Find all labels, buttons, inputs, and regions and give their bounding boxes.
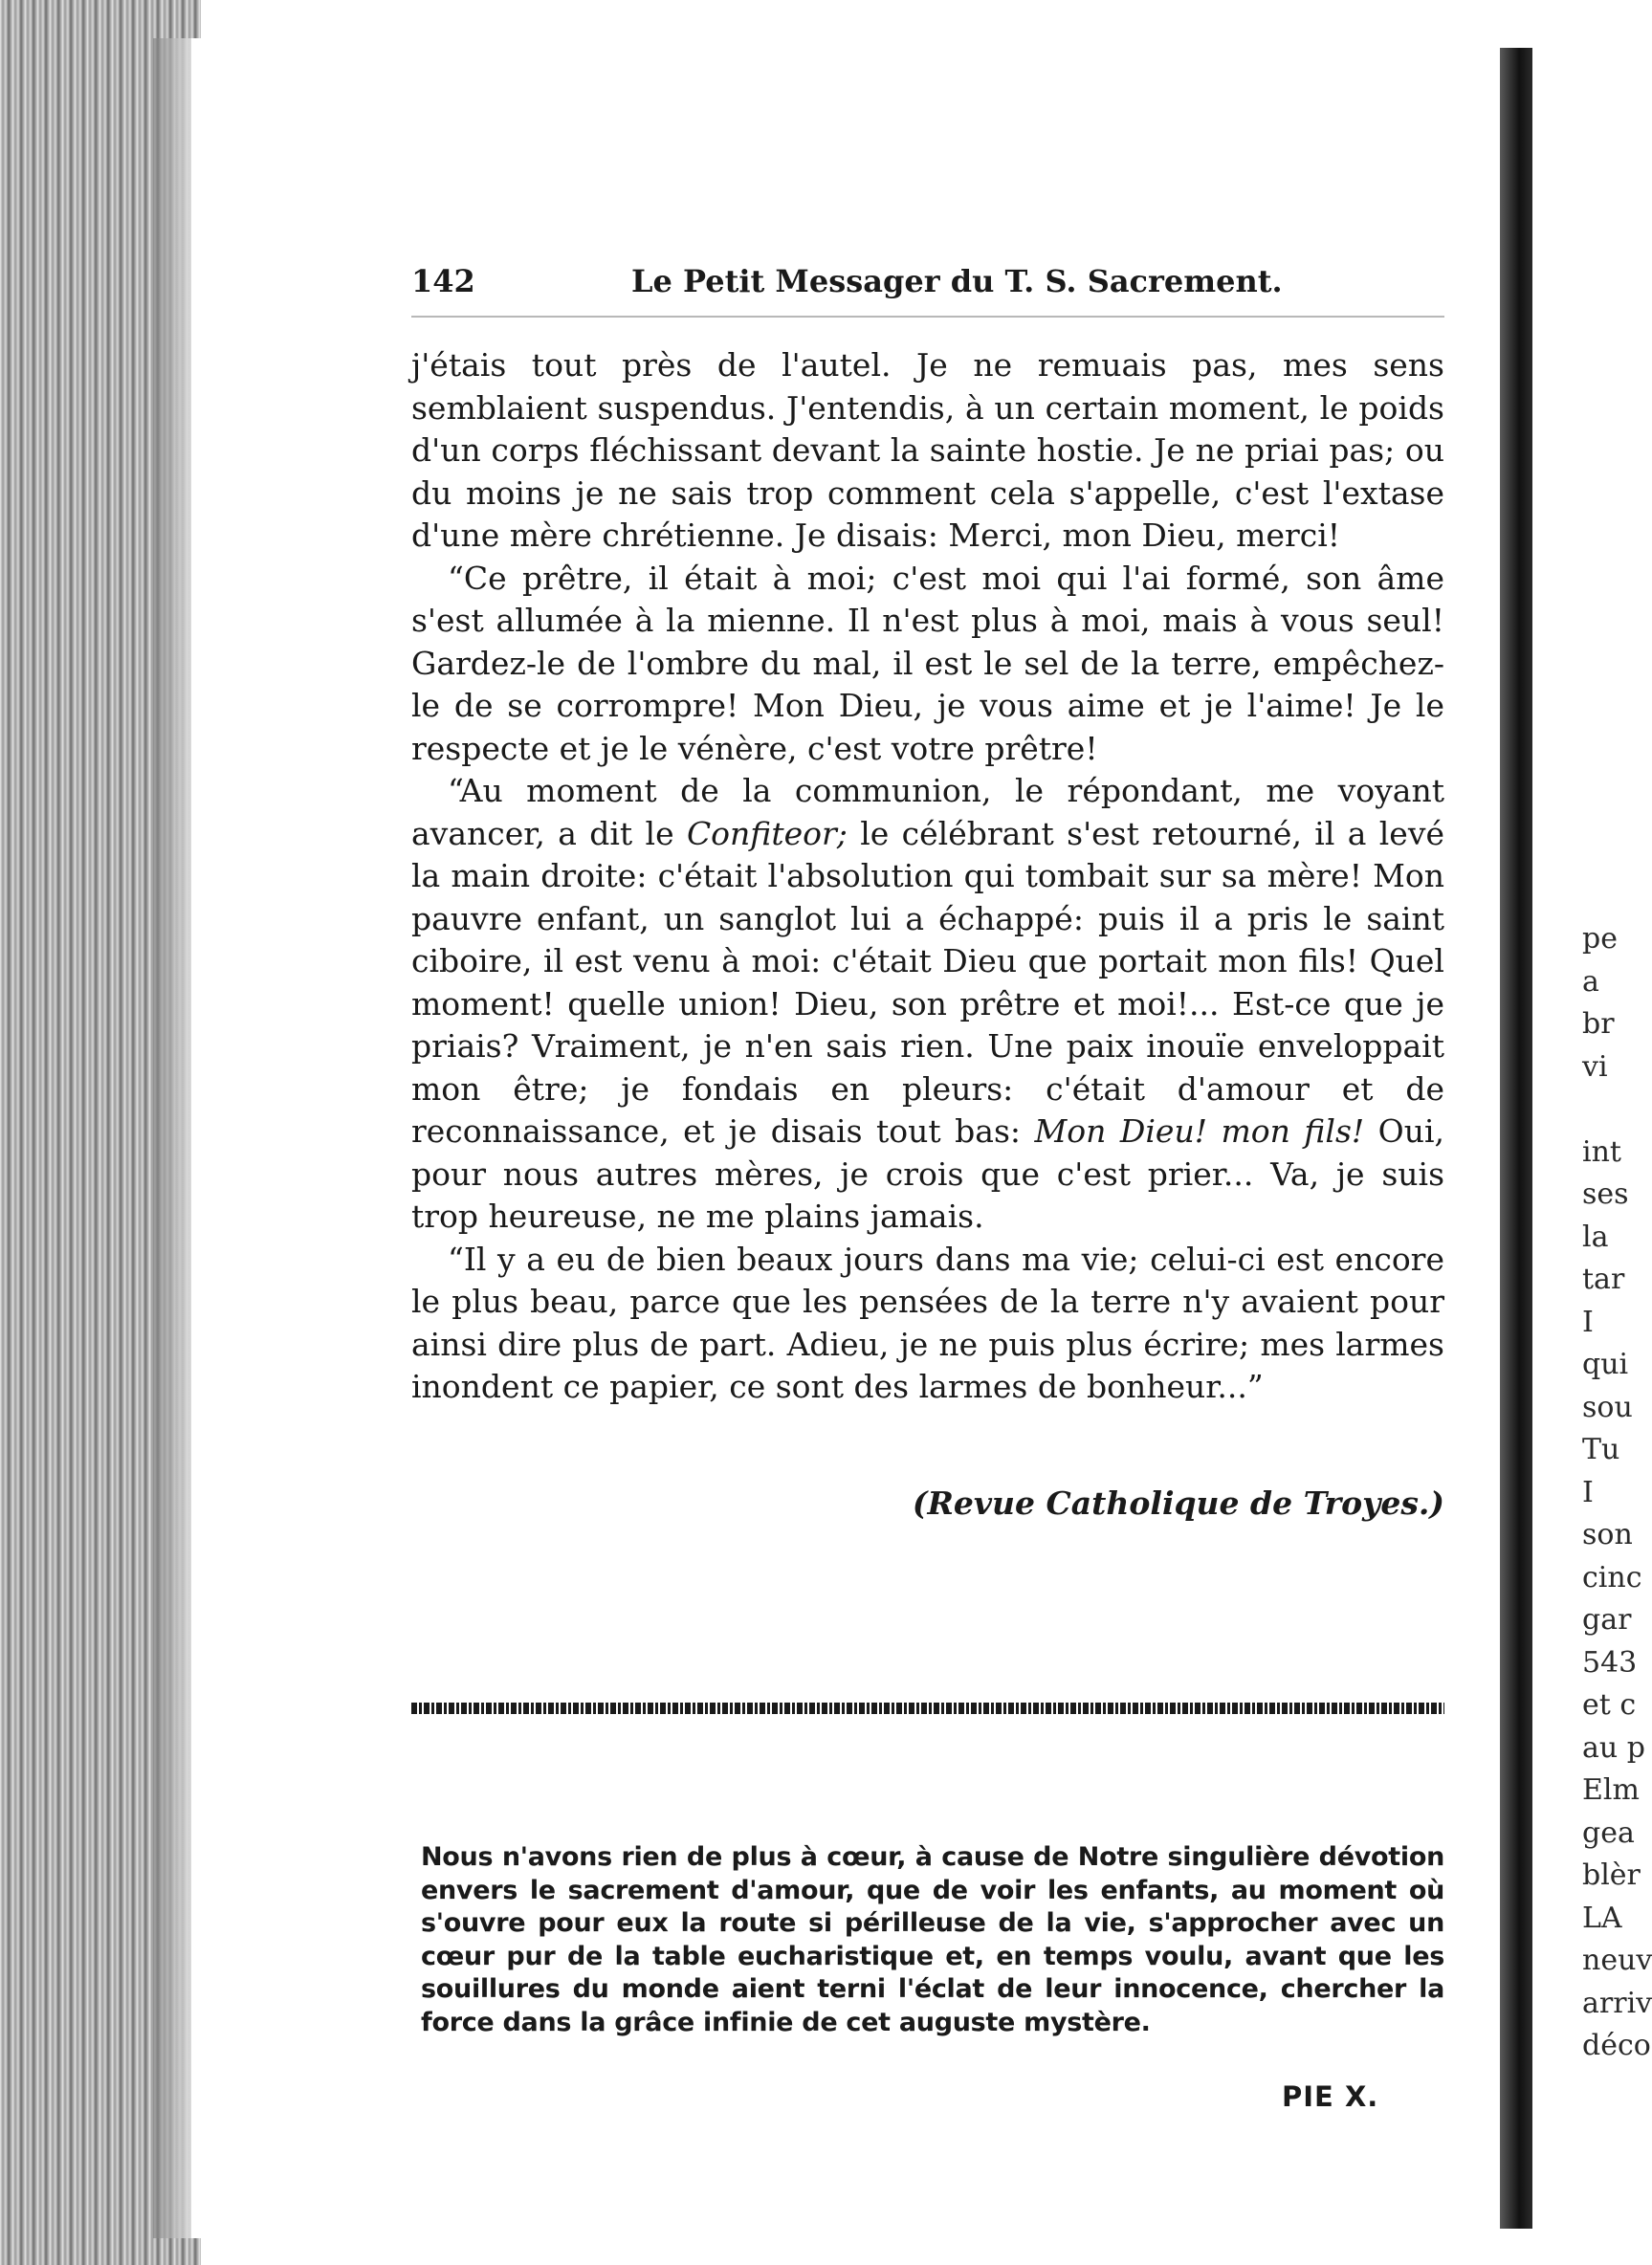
paragraph [411, 770, 1444, 1239]
header-rule [411, 316, 1444, 318]
facing-page-fragment: br [1582, 1007, 1615, 1041]
facing-page-fragment: au p [1582, 1730, 1645, 1765]
article-body [411, 344, 1444, 1409]
facing-page-fragment: 543 [1582, 1645, 1638, 1680]
page-number: 142 [411, 263, 475, 299]
facing-page-fragment: la [1582, 1220, 1609, 1254]
facing-page-fragment: pe [1582, 922, 1618, 956]
ornamental-divider [411, 1703, 1444, 1714]
source-citation: (Revue Catholique de Troyes.) [912, 1484, 1444, 1522]
quote-signature: PIE X. [1282, 2080, 1379, 2113]
italic-term: Confiteor; [686, 814, 848, 852]
page-header [411, 263, 1444, 311]
facing-page-fragment: int [1582, 1134, 1621, 1169]
facing-page-fragment: arriv [1582, 1986, 1652, 2020]
facing-page [1532, 38, 1652, 2238]
facing-page-fragment: blèr [1582, 1858, 1641, 1892]
facing-page-fragment: a [1582, 964, 1599, 999]
facing-page-fragment: I [1582, 1305, 1594, 1339]
facing-page-fragment: neuv [1582, 1944, 1652, 1977]
facing-page-fragment: ses [1582, 1177, 1629, 1211]
facing-page-fragment: I [1582, 1475, 1594, 1509]
facing-page-fragment: gea [1582, 1815, 1635, 1850]
paragraph-text: “Au moment de la communion, le répondant, me voyant avancer, a dit le [411, 772, 1444, 852]
paragraph: “Il y a eu de bien beaux jours dans ma vie; celui-ci est encore le plus beau, parce que les pensées de la terre n'y avaient pour ainsi dire plus de part. Adieu, je ne puis plus écrire; mes larmes inondent ce papier, ce sont des larmes de bonheur...” [411, 1240, 1444, 1405]
facing-page-fragment: cinc [1582, 1560, 1642, 1594]
running-title: Le Petit Messager du T. S. Sacrement. [631, 263, 1283, 299]
paragraph: “Ce prêtre, il était à moi; c'est moi qui l'ai formé, son âme s'est allumée à la mienne. Il n'est plus à moi, mais à vous seul! Gardez-le de l'ombre du mal, il est le sel de la terre, empêchez-le de se corrompre! Mon Dieu, je vous aime et je l'aime! Je le respecte et je le vénère, c'est votre prêtre! [411, 559, 1444, 767]
facing-page-fragment: et c [1582, 1688, 1637, 1722]
facing-page-fragment: vi [1582, 1049, 1608, 1084]
facing-page-fragment: son [1582, 1518, 1633, 1551]
facing-page-fragment: tar [1582, 1263, 1625, 1296]
paragraph: j'étais tout près de l'autel. Je ne remuais pas, mes sens semblaient suspendus. J'entendis, à un certain moment, le poids d'un corps fléchissant devant la sainte hostie. Je ne priai pas; ou du moins je ne sais trop comment cela s'appelle, c'est l'extase d'une mère chrétienne. Je disais: Merci, mon Dieu, merci! [411, 346, 1444, 554]
facing-page-fragment: sou [1582, 1390, 1633, 1424]
facing-page-fragment: gar [1582, 1603, 1632, 1637]
facing-page-fragment: qui [1582, 1348, 1629, 1381]
papal-quote: Nous n'avons rien de plus à cœur, à cause de Notre singulière dévotion envers le sacrement d'amour, que de voir les enfants, au moment où s'ouvre pour eux la route si périlleuse de la vie, s'approcher avec un cœur pur de la table eucharistique et, en temps voulu, avant que les souillures du monde aient terni l'éclat de leur innocence, chercher la force dans la grâce infinie de cet auguste mystère. [421, 1842, 1444, 2037]
paragraph-text: le célébrant s'est retourné, il a levé la main droite: c'était l'absolution qui tombait sur sa mère! Mon pauvre enfant, un sanglot lui a échappé: puis il a pris le saint ciboire, il est venu à moi: c'était Dieu que portait mon fils! Quel moment! quelle union! Dieu, son prêtre et moi!... Est-ce que je priais? Vraiment, je n'en sais rien. Une paix inouïe enveloppait mon être; je fondais en pleurs: c'était d'amour et de reconnaissance, et je disais tout bas: [411, 814, 1444, 1150]
paragraph-text: Oui, pour nous autres mères, je crois que c'est prier... Va, je suis trop heureuse, ne me plains jamais. [411, 1112, 1444, 1235]
facing-page-fragment: Tu [1582, 1433, 1620, 1466]
italic-phrase: Mon Dieu! mon fils! [1034, 1112, 1365, 1150]
book-gutter-shadow [1500, 48, 1532, 2229]
facing-page-fragment: déco [1582, 2029, 1651, 2062]
facing-page-fragment: Elm [1582, 1773, 1640, 1807]
facing-page-fragment: LA [1582, 1901, 1622, 1935]
